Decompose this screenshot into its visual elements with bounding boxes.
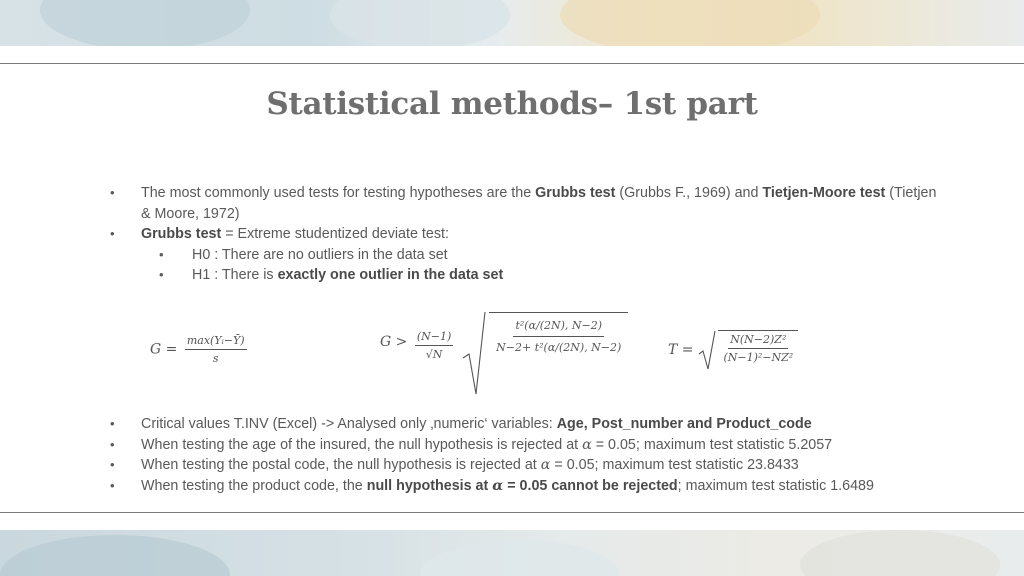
h1-text: H1 : There is bbox=[192, 267, 278, 283]
alpha-symbol: α bbox=[582, 436, 592, 453]
formula-numerator: t²(α/(2N), N−2) bbox=[513, 319, 604, 337]
formula-lhs: G > bbox=[380, 334, 408, 350]
list-item bbox=[110, 435, 940, 456]
intro-text: The most commonly used tests for testing hypotheses are the bbox=[141, 185, 536, 201]
intro-text: (Tietjen & Moore, 1972) bbox=[141, 185, 937, 222]
formula-fraction bbox=[415, 330, 453, 361]
intro-text: (Grubbs F., 1969) and bbox=[615, 185, 763, 201]
h0-text: H0 : There are no outliers in the data set bbox=[192, 246, 448, 263]
list-item bbox=[110, 414, 940, 435]
decorative-blob bbox=[330, 0, 510, 46]
square-root bbox=[698, 330, 798, 370]
formula-denominator: √N bbox=[425, 348, 443, 361]
decorative-blob bbox=[800, 530, 1000, 576]
top-divider bbox=[0, 63, 1024, 64]
decorative-top-band bbox=[0, 0, 1024, 46]
list-item bbox=[110, 183, 940, 224]
alpha-symbol: α bbox=[492, 477, 504, 494]
list-item bbox=[110, 476, 940, 497]
result-text: Critical values T.INV (Excel) -> Analysed only ‚numeric‘ variables: bbox=[141, 416, 557, 432]
result-text: When testing the age of the insured, the null hypothesis is rejected at bbox=[141, 436, 583, 453]
list-item bbox=[110, 224, 940, 245]
result-text: = 0.05; maximum test statistic 23.8433 bbox=[550, 457, 799, 473]
formula-numerator: N(N−2)Z² bbox=[728, 333, 788, 349]
grubbs-statistic-formula bbox=[150, 334, 250, 365]
formula-denominator: (N−1)²−NZ² bbox=[723, 351, 794, 364]
alpha-symbol: α bbox=[540, 457, 551, 473]
formula-lhs: T = bbox=[668, 342, 694, 358]
result-text: When testing the product code, the bbox=[141, 477, 367, 494]
decorative-blob bbox=[40, 0, 250, 46]
bottom-divider bbox=[0, 512, 1024, 513]
square-root bbox=[461, 312, 629, 396]
list-item bbox=[110, 245, 940, 266]
sqrt-radical-icon bbox=[698, 330, 716, 370]
result-text: ; maximum test statistic 1.6489 bbox=[677, 477, 874, 494]
formula-fraction bbox=[185, 334, 247, 365]
h1-emphasis: exactly one outlier in the data set bbox=[277, 267, 504, 283]
grubbs-term: Grubbs test bbox=[141, 226, 222, 242]
variables-emphasis: Age, Post_number and Product_code bbox=[556, 416, 812, 432]
sqrt-radical-icon bbox=[461, 312, 487, 396]
formula-denominator: s bbox=[212, 352, 219, 365]
decorative-bottom-band bbox=[0, 530, 1024, 576]
formula-numerator: max(Yᵢ−Ȳ) bbox=[185, 334, 247, 350]
tietjen-term: Tietjen-Moore test bbox=[762, 185, 886, 201]
decorative-blob bbox=[560, 0, 820, 46]
list-item bbox=[110, 455, 940, 476]
formula-fraction bbox=[723, 333, 793, 364]
formula-numerator: (N−1) bbox=[415, 330, 453, 346]
decorative-blob bbox=[420, 540, 620, 576]
result-text: = 0.05; maximum test statistic 5.2057 bbox=[591, 436, 833, 453]
results-list bbox=[110, 414, 940, 496]
tietjen-moore-formula bbox=[668, 330, 798, 370]
grubbs-term: Grubbs test bbox=[535, 185, 616, 201]
formula-fraction bbox=[496, 319, 621, 354]
grubbs-critical-value-formula bbox=[380, 312, 628, 396]
result-text: When testing the postal code, the null hypothesis is rejected at bbox=[141, 457, 541, 473]
list-item bbox=[110, 265, 940, 286]
decorative-blob bbox=[0, 535, 230, 576]
grubbs-definition: = Extreme studentized deviate test: bbox=[221, 226, 449, 242]
null-hypothesis-emphasis: null hypothesis at bbox=[366, 477, 493, 494]
slide-title: Statistical methods– 1st part bbox=[266, 86, 758, 122]
intro-list bbox=[110, 183, 940, 286]
formula-lhs: G = bbox=[150, 341, 178, 358]
null-hypothesis-emphasis: = 0.05 cannot be rejected bbox=[503, 477, 678, 494]
formula-denominator: N−2+ t²(α/(2N), N−2) bbox=[496, 341, 622, 354]
